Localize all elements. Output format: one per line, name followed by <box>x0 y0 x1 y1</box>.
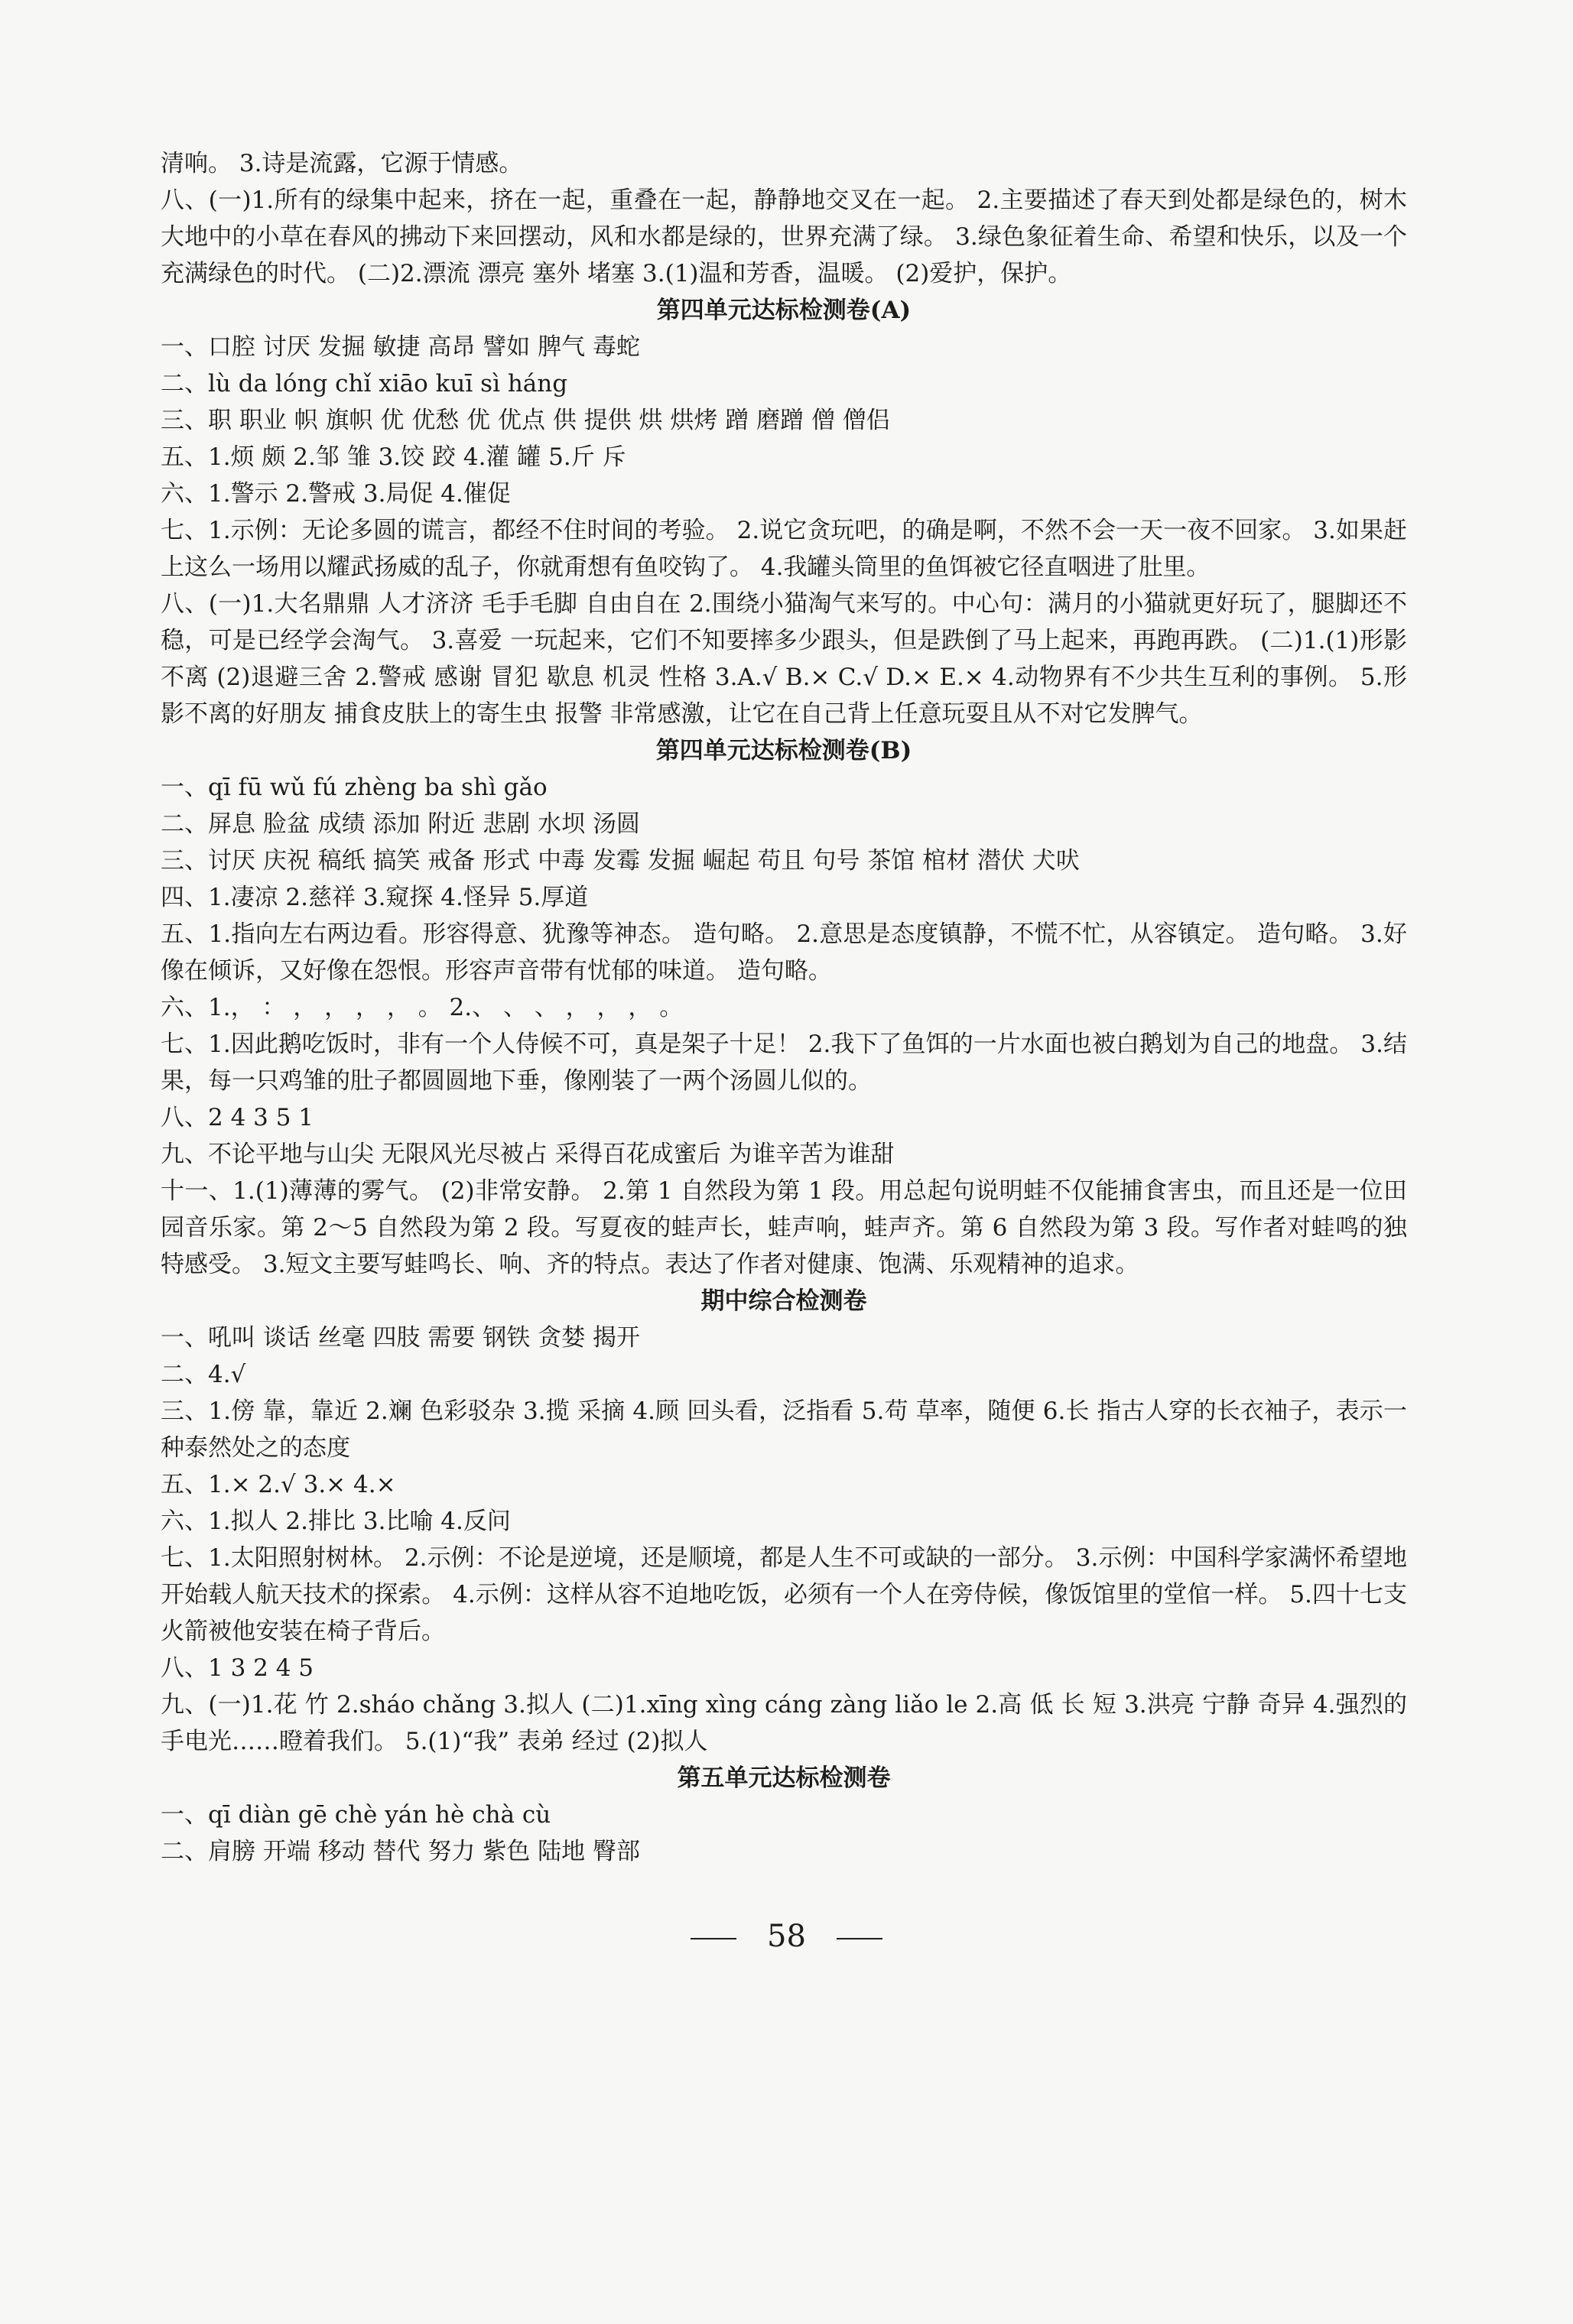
page-number-text: 58 <box>767 1919 806 1954</box>
answer-line: 六、1.警示 2.警戒 3.局促 4.催促 <box>161 480 511 508</box>
right-dash <box>837 1938 882 1939</box>
answer-line: 七、1.太阳照射树林。 2.示例：不论是逆境，还是顺境，都是人生不可或缺的一部分。 3.示例：中国科学家满怀希望地开始载人航天技术的探索。 4.示例：这样从容不迫地吃饭，必须有一个人在旁侍候，像饭馆里的堂倌一样。 5.四十七支火箭被他安装在椅子背后。 <box>161 1544 1407 1645</box>
answer-line: 三、1.傍 靠，靠近 2.斓 色彩驳杂 3.揽 采摘 4.顾 回头看，泛指看 5.苟 草率，随便 6.长 指古人穿的长衣袖子，表示一种泰然处之的态度 <box>161 1397 1407 1462</box>
answer-line: 九、不论平地与山尖 无限风光尽被占 采得百花成蜜后 为谁辛苦为谁甜 <box>161 1141 895 1168</box>
answer-line: 一、qī diàn gē chè yán hè chà cù <box>161 1801 551 1829</box>
answer-line: 三、职 职业 帜 旗帜 优 优愁 优 优点 供 提供 烘 烘烤 蹭 磨蹭 僧 僧侣 <box>161 407 890 434</box>
answer-line: 二、lù da lóng chǐ xiāo kuī sì háng <box>161 370 568 398</box>
answer-line: 二、4.√ <box>161 1361 246 1388</box>
answer-line: 一、口腔 讨厌 发掘 敏捷 高昂 譬如 脾气 毒蛇 <box>161 333 640 361</box>
answer-line: 八、1 3 2 4 5 <box>161 1654 314 1682</box>
answer-line: 六、1.， ： ， ， ， ， 。 2.、 、 、 ， ， ， 。 <box>161 994 684 1021</box>
section-heading: 第四单元达标检测卷(A) <box>656 297 912 324</box>
page-number <box>0 1919 1573 1954</box>
answer-line: 七、1.因此鹅吃饭时，非有一个人侍候不可，真是架子十足！ 2.我下了鱼饵的一片水面也被白鹅划为自己的地盘。 3.结果，每一只鸡雏的肚子都圆圆地下垂，像刚装了一两个汤圆儿似的。 <box>161 1031 1407 1095</box>
answer-line: 一、qī fū wǔ fú zhèng ba shì gǎo <box>161 774 548 801</box>
left-dash <box>691 1938 736 1939</box>
section-heading: 第五单元达标检测卷 <box>677 1764 891 1792</box>
answer-line: 九、(一)1.花 竹 2.sháo chǎng 3.拟人 (二)1.xīng xìng cáng zàng liǎo le 2.高 低 长 短 3.洪亮 宁静 奇异 4.强烈的手电光……瞪着我们。 5.(1)“我” 表弟 经过 (2)拟人 <box>161 1691 1407 1755</box>
answer-line: 八、2 4 3 5 1 <box>161 1104 314 1131</box>
answer-line: 二、肩膀 开端 移动 替代 努力 紫色 陆地 臀部 <box>161 1838 640 1865</box>
answer-line: 清响。 3.诗是流露，它源于情感。 <box>161 150 523 177</box>
answer-line: 一、吼叫 谈话 丝毫 四肢 需要 钢铁 贪婪 揭开 <box>161 1324 640 1352</box>
answer-line: 五、1.指向左右两边看。形容得意、犹豫等神态。 造句略。 2.意思是态度镇静，不慌不忙，从容镇定。 造句略。 3.好像在倾诉，又好像在怨恨。形容声音带有忧郁的味道。 造句略。 <box>161 920 1407 985</box>
answer-line: 三、讨厌 庆祝 稿纸 搞笑 戒备 形式 中毒 发霉 发掘 崛起 苟且 句号 茶馆 棺材 潜伏 犬吠 <box>161 847 1080 875</box>
answer-line: 五、1.烦 颇 2.邹 雏 3.饺 跤 4.灌 罐 5.斤 斥 <box>161 443 626 471</box>
section-heading: 第四单元达标检测卷(B) <box>655 737 912 764</box>
section-heading: 期中综合检测卷 <box>700 1287 867 1315</box>
answer-line: 六、1.拟人 2.排比 3.比喻 4.反问 <box>161 1508 511 1535</box>
answer-line: 四、1.凄凉 2.慈祥 3.窥探 4.怪异 5.厚道 <box>161 884 589 911</box>
answer-line: 五、1.× 2.√ 3.× 4.× <box>161 1471 396 1498</box>
answer-line: 八、(一)1.所有的绿集中起来，挤在一起，重叠在一起，静静地交叉在一起。 2.主要描述了春天到处都是绿色的，树木大地中的小草在春风的拂动下来回摆动，风和水都是绿的，世界充满了绿。 3.绿色象征着生命、希望和快乐，以及一个充满绿色的时代。 (二)2.漂流 漂亮 塞外 堵塞 3.(1)温和芳香，温暖。 (2)爱护，保护。 <box>161 187 1407 287</box>
answer-line: 八、(一)1.大名鼎鼎 人才济济 毛手毛脚 自由自在 2.围绕小猫淘气来写的。中心句：满月的小猫就更好玩了，腿脚还不稳，可是已经学会淘气。 3.喜爱 一玩起来，它们不知要摔多少跟头，但是跌倒了马上起来，再跑再跌。 (二)1.(1)形影不离 (2)退避三舍 2.警戒 感谢 冒犯 歇息 机灵 性格 3.A.√ B.× C.√ D.× E.× 4.动物界有不少共生互利的事例。 5.形影不离的好朋友 捕食皮肤上的寄生虫 报警 非常感激，让它在自己背上任意玩耍且从不对它发脾气。 <box>161 590 1407 728</box>
answer-line: 十一、1.(1)薄薄的雾气。 (2)非常安静。 2.第 1 自然段为第 1 段。用总起句说明蛙不仅能捕食害虫，而且还是一位田园音乐家。第 2～5 自然段为第 2 段。写夏夜的蛙声长，蛙声响，蛙声齐。第 6 自然段为第 3 段。写作者对蛙鸣的独特感受。 3.短文主要写蛙鸣长、响、齐的特点。表达了作者对健康、饱满、乐观精神的追求。 <box>161 1177 1407 1278</box>
answer-line: 七、1.示例：无论多圆的谎言，都经不住时间的考验。 2.说它贪玩吧，的确是啊，不然不会一天一夜不回家。 3.如果赶上这么一场用以耀武扬威的乱子，你就甭想有鱼咬钩了。 4.我罐头筒里的鱼饵被它径直咽进了肚里。 <box>161 517 1407 581</box>
answer-content <box>161 145 1407 1870</box>
answer-line: 二、屏息 脸盆 成绩 添加 附近 悲剧 水坝 汤圆 <box>161 810 640 838</box>
